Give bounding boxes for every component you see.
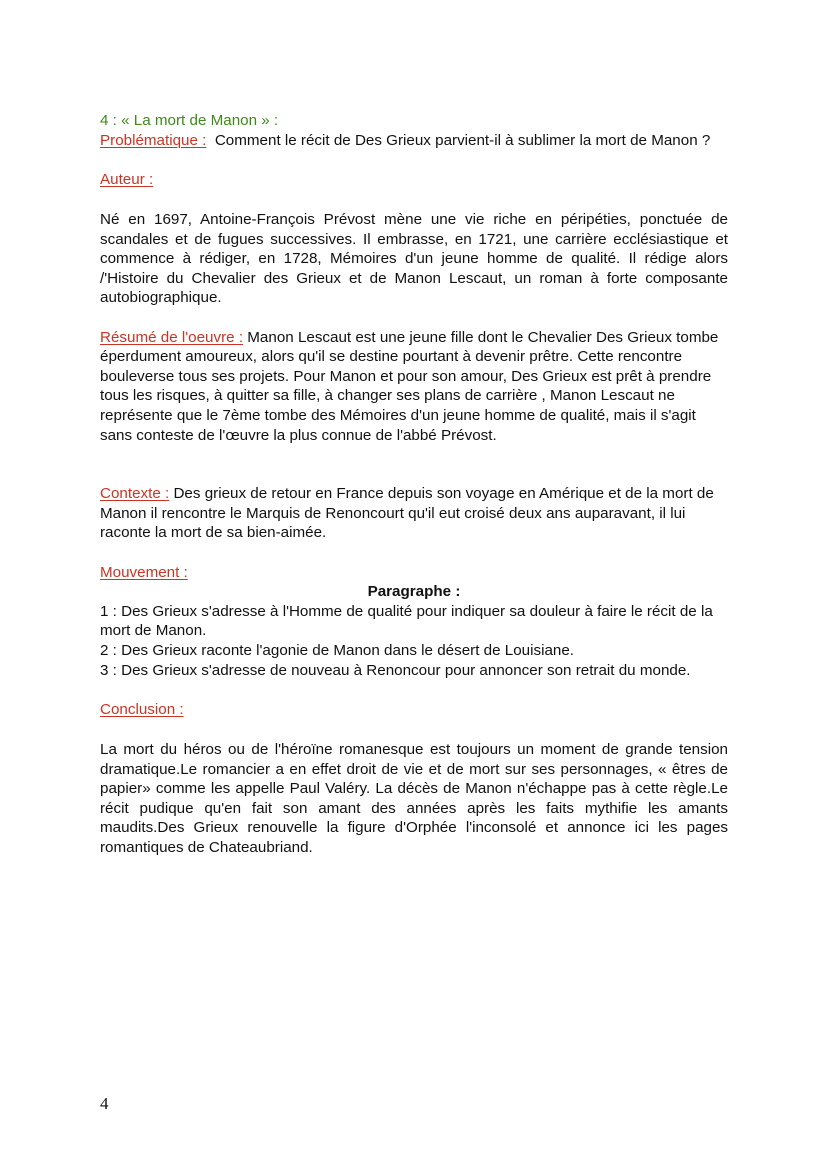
resume-label: Résumé de l'oeuvre : [100,328,244,346]
conclusion-text: La mort du héros ou de l'héroïne romanesque est toujours un moment de grande tension dramatique.Le romancier a en effet droit de vie et de mort sur ses personnages, « êtres de papier» comme les appelle Paul Valéry. La décès de Manon n'échappe pas à cette règle.Le récit pudique qu'en fait son amant des années après les faits mythifie les amants maudits.Des Grieux renouvelle la figure d'Orphée l'inconsolé et annonce ici les pages romantiques de Chateaubriand. [100,741,728,856]
problematique-label: Problématique : [100,131,207,149]
auteur-label: Auteur : [100,170,154,188]
resume-text: Manon Lescaut est une jeune fille dont le Chevalier Des Grieux tombe éperdument amoureux, alors qu'il se destine pourtant à devenir prêtre. Cette rencontre bouleverse tous ses projets. Pour Manon et pour son amour, Des Grieux est prêt à prendre tous les risques, à quitter sa fille, à changer ses plans de carrière , Manon Lescaut ne représente que le 7ème tombe des Mémoires d'un jeune homme de qualité, mais il s'agit sans conteste de l'œuvre la plus connue de l'abbé Prévost. [100,328,719,444]
page-number: 4 [100,1094,109,1113]
mouvement-label: Mouvement : [100,563,188,581]
resume-paragraph [100,328,728,446]
contexte-text: Des grieux de retour en France depuis son voyage en Amérique et de la mort de Manon il rencontre le Marquis de Renoncourt qu'il eut croisé deux ans auparavant, il lui raconte la mort de sa bien-aimée. [100,485,714,542]
section-title: « La mort de Manon » : [121,112,279,129]
problematique-paragraph [100,131,728,151]
contexte-paragraph [100,484,728,543]
mouvement-item: 2 : Des Grieux raconte l'agonie de Manon dans le désert de Louisiane. [100,642,575,660]
auteur-heading [100,170,728,190]
problematique-text: Comment le récit de Des Grieux parvient-il à sublimer la mort de Manon ? [214,131,711,149]
contexte-label: Contexte : [100,485,170,503]
paragraphe-heading: Paragraphe : [367,583,461,601]
conclusion-heading [100,700,728,720]
section-heading [100,111,728,131]
mouvement-item: 1 : Des Grieux s'adresse à l'Homme de qualité pour indiquer sa douleur à faire le récit de la mort de Manon. [100,602,713,640]
mouvement-item: 3 : Des Grieux s'adresse de nouveau à Renoncour pour annoncer son retrait du monde. [100,661,691,679]
conclusion-label: Conclusion : [100,700,184,718]
document-page [100,111,728,858]
mouvement-heading [100,563,728,583]
auteur-text: Né en 1697, Antoine-François Prévost mène une vie riche en péripéties, ponctuée de scandales et de fugues successives. Il embrasse, en 1721, une carrière ecclésiastique et commence à rédiger, en 1728, Mémoires d'un jeune homme de qualité. Il rédige alors /'Histoire du Chevalier des Grieux et de Manon Lescaut, un roman à forte composante autobiographique. [100,210,728,307]
section-number: 4 : [100,112,117,129]
